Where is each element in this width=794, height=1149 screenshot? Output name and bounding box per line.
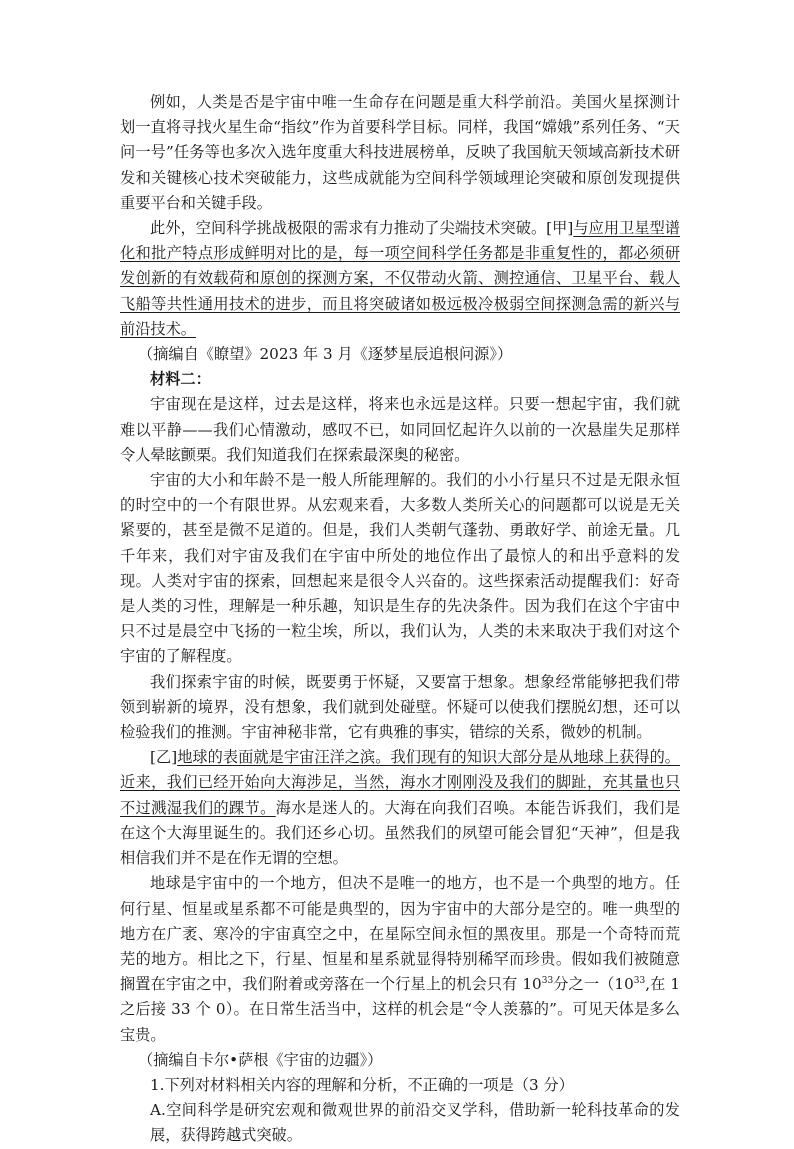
paragraph-earth-place-b: 分之一（10: [553, 975, 634, 994]
paragraph-earth-place-a: 地球是宇宙中的一个地方，但决不是唯一的地方，也不是一个典型的地方。任何行星、恒星或星系都不可能是典型的，因为宇宙中的大部分是空的。唯一典型的地方在广袤、寒冷的宇宙真空之中，在星际空间永恒的黑夜里。那是一个奇特而荒芜的地方。相比之下，行星、恒星和星系就显得特别稀罕而珍贵。假如我们被随意搁置在宇宙之中，我们附着或旁落在一个行星上的机会只有 10: [120, 874, 680, 994]
paragraph-jia: [120, 216, 680, 342]
material-two-heading: 材料二：: [150, 370, 211, 389]
exponent-1: 33: [541, 976, 554, 987]
exponent-2: 33: [633, 976, 646, 987]
paragraph-universe-size: 宇宙的大小和年龄不是一般人所能理解的。我们的小小行星只不过是无限永恒的时空中的一个有限世界。从宏观来看，大多数人类所关心的问题都可以说是无关紧要的，甚至是微不足道的。但是，我们人类朝气蓬勃、勇敢好学、前途无量。几千年来，我们对宇宙及我们在宇宙中所处的地位作出了最惊人的和出乎意料的发现。人类对宇宙的探索，回想起来是很令人兴奋的。这些探索活动提醒我们：好奇是人类的习性，理解是一种乐趣，知识是生存的先决条件。因为我们在这个宇宙中只不过是晨空中飞扬的一粒尘埃，所以，我们认为，人类的未来取决于我们对这个宇宙的了解程度。: [120, 471, 680, 666]
paragraph-explore: 我们探索宇宙的时候，既要勇于怀疑，又要富于想象。想象经常能够把我们带领到崭新的境界，没有想象，我们就到处碰壁。怀疑可以使我们摆脱幻想，还可以检验我们的推测。宇宙神秘非常，它有典雅的事实，错综的关系，微妙的机制。: [120, 672, 680, 742]
document-page: [120, 90, 680, 1149]
underlined-passage-jia: 与应用卫星型谱化和批产特点形成鲜明对比的是，每一项空间科学任务都是非重复性的，都必须研发创新的有效载荷和原创的探测方案，不仅带动火箭、测控通信、卫星平台、载人飞船等共性通用技术的进步，而且将突破诸如极远极冷极弱空间探测急需的新兴与前沿技术。: [120, 219, 680, 338]
paragraph-universe-now: 宇宙现在是这样，过去是这样，将来也永远是这样。只要一想起宇宙，我们就难以平静——我们心情激动，感叹不已，如同回忆起许久以前的一次悬崖失足那样令人晕眩颤栗。我们知道我们在探索最深奥的秘密。: [120, 395, 680, 464]
paragraph-jia-lead: 此外，空间科学挑战极限的需求有力推动了尖端技术突破。[甲]: [150, 219, 574, 238]
paragraph-yi-rest: 海水是迷人的。大海在向我们召唤。本能告诉我们，我们是在这个大海里诞生的。我们还乡心切。虽然我们的夙望可能会冒犯“天神”，但是我相信我们并不是在作无谓的空想。: [120, 798, 681, 868]
underlined-passage-yi: 地球的表面就是宇宙汪洋之滨。我们现有的知识大部分是从地球上获得的。近来，我们已经开始向大海涉足，当然，海水才刚刚没及我们的脚趾，充其量也只不过溅湿我们的踝节。: [120, 748, 680, 817]
question-1: 1.下列对材料相关内容的理解和分析，不正确的一项是（3 分）: [150, 1075, 574, 1094]
source-citation-2: （摘编自卡尔•萨根《宇宙的边疆》）: [138, 1050, 383, 1069]
paragraph-earth-place-c: ,在 1 之后接 33 个 0）。在日常生活当中，这样的机会是“令人羡慕的”。可见天体是多么宝贵。: [120, 975, 681, 1044]
source-citation-1: （摘编自《瞭望》2023 年 3 月《逐梦星辰追根问源》）: [138, 345, 513, 364]
paragraph-mars-life: 例如，人类是否是宇宙中唯一生命存在问题是重大科学前沿。美国火星探测计划一直将寻找火星生命“指纹”作为首要科学目标。同样，我国“嫦娥”系列任务、“天问一号”任务等也多次入选年度重大科技进展榜单，反映了我国航天领域高新技术研发和关键核心技术突破能力，这些成就能为空间科学领域理论突破和原创发现提供重要平台和关键手段。: [120, 93, 680, 212]
question-1-option-a: A.空间科学是研究宏观和微观世界的前沿交叉学科，借助新一轮科技革命的发展，获得跨越式突破。: [150, 1101, 680, 1145]
paragraph-earth-place: [120, 871, 680, 1047]
paragraph-yi: [120, 745, 680, 871]
marker-yi: [乙]: [150, 748, 178, 767]
